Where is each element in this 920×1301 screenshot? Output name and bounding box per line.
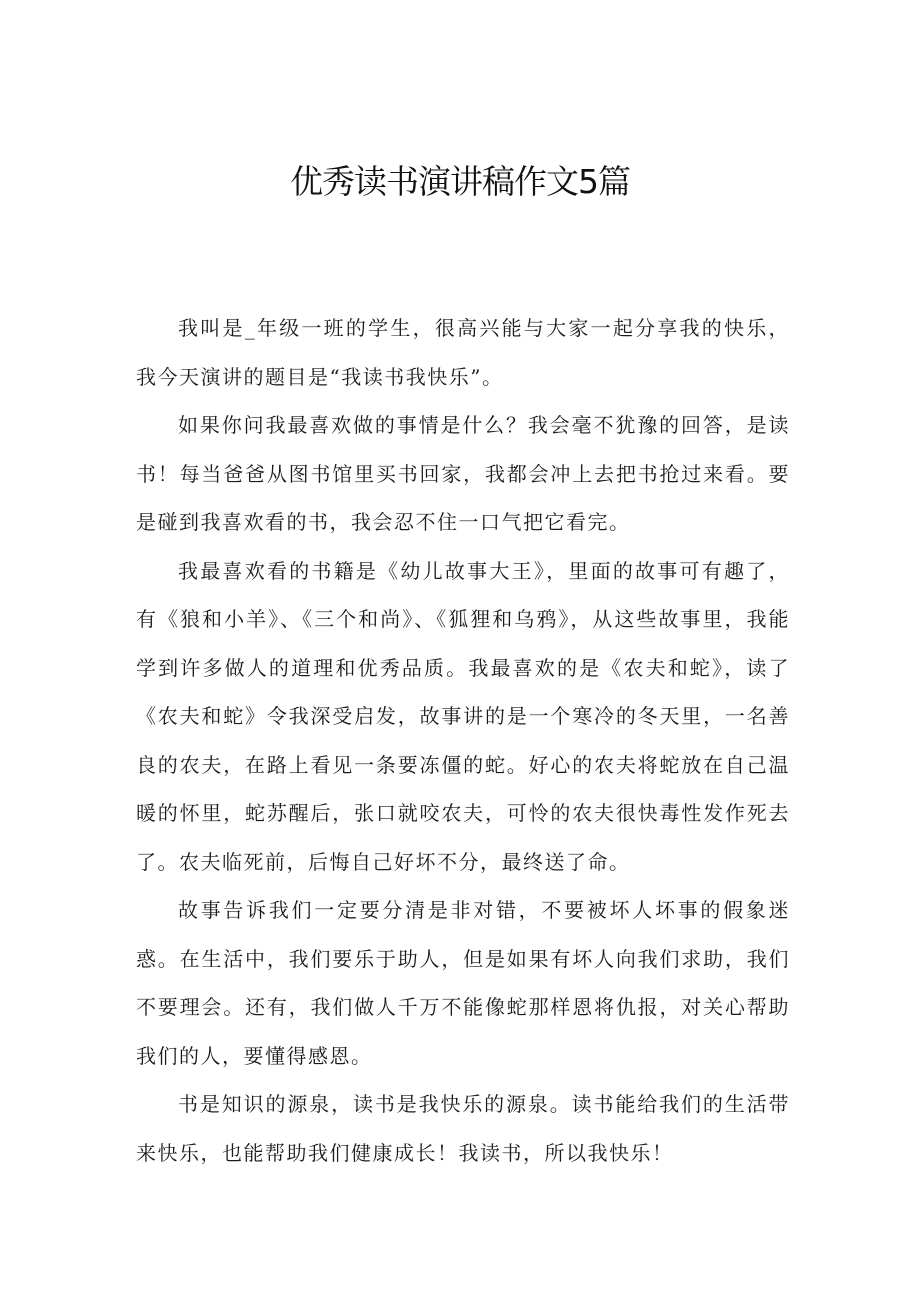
paragraph-1: 我叫是_年级一班的学生，很高兴能与大家一起分享我的快乐，我今天演讲的题目是“我读书我快乐”。 [136, 316, 790, 389]
paragraph-3: 我最喜欢看的书籍是《幼儿故事大王》，里面的故事可有趣了，有《狼和小羊》、《三个和尚》、《狐狸和乌鸦》，从这些故事里，我能学到许多做人的道理和优秀品质。我最喜欢的是《农夫和蛇》，读了《农夫和蛇》令我深受启发，故事讲的是一个寒冷的冬天里，一名善良的农夫，在路上看见一条要冻僵的蛇。好心的农夫将蛇放在自己温暖的怀里，蛇苏醒后，张口就咬农夫，可怜的农夫很快毒性发作死去了。农夫临死前，后悔自己好坏不分，最终送了命。 [136, 558, 790, 874]
document-body [136, 304, 790, 1177]
paragraph-4: 故事告诉我们一定要分清是非对错，不要被坏人坏事的假象迷惑。在生活中，我们要乐于助人，但是如果有坏人向我们求助，我们不要理会。还有，我们做人千万不能像蛇那样恩将仇报，对关心帮助我们的人，要懂得感恩。 [136, 898, 790, 1068]
paragraph-5: 书是知识的源泉，读书是我快乐的源泉。读书能给我们的生活带来快乐，也能帮助我们健康成长！我读书，所以我快乐！ [136, 1092, 790, 1165]
page-title: 优秀读书演讲稿作文5篇 [290, 162, 630, 201]
paragraph-2: 如果你问我最喜欢做的事情是什么？我会毫不犹豫的回答，是读书！每当爸爸从图书馆里买书回家，我都会冲上去把书抢过来看。要是碰到我喜欢看的书，我会忍不住一口气把它看完。 [136, 413, 790, 534]
